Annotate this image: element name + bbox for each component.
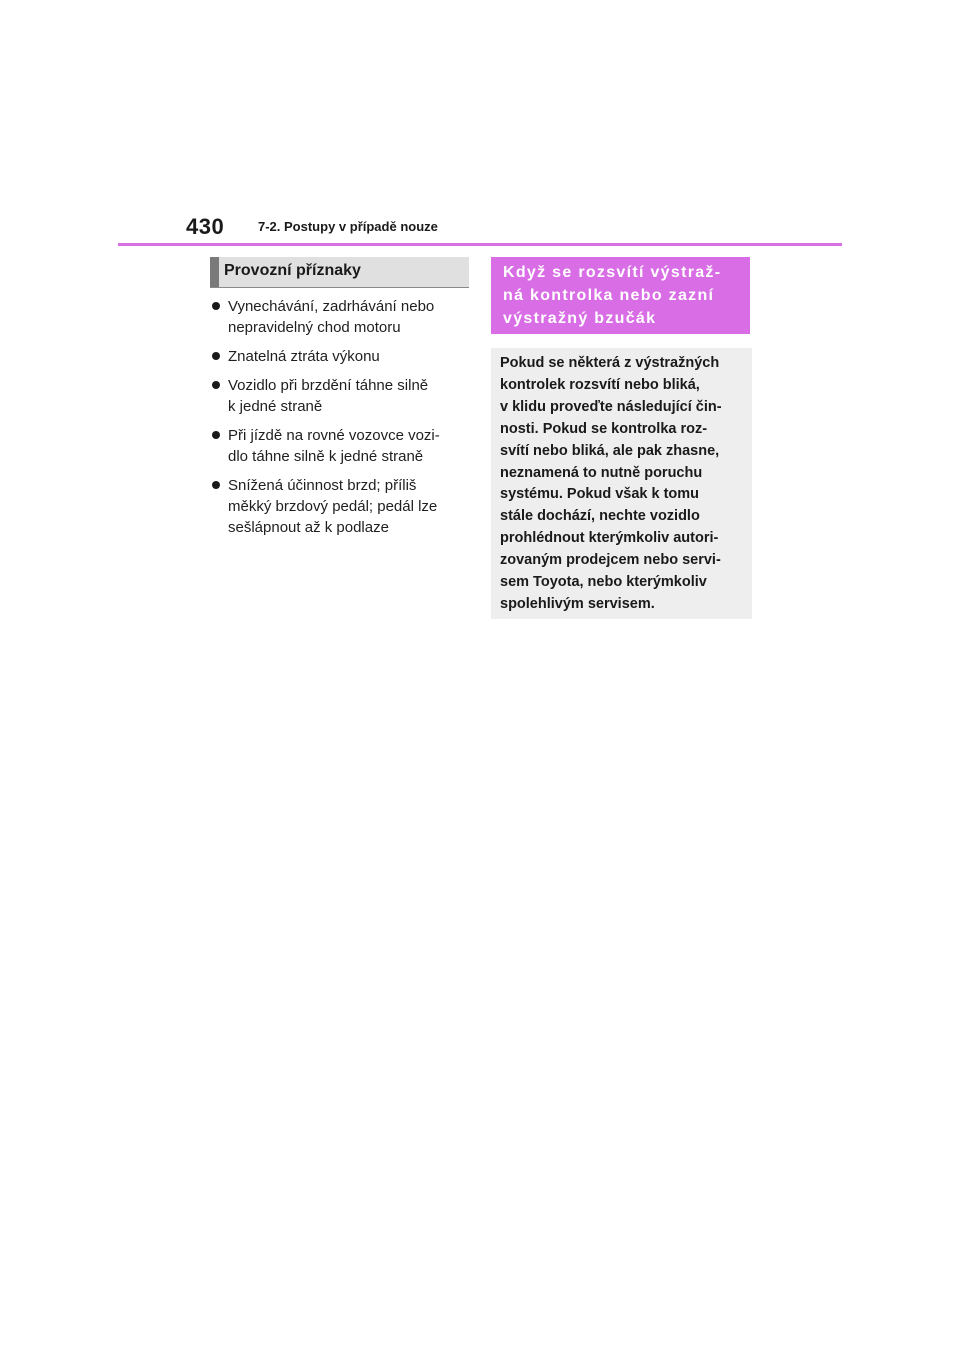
list-item-line: sešlápnout až k podlaze [228,519,389,536]
bullet-icon [212,352,220,360]
list-item [210,475,472,538]
info-line: svítí nebo bliká, ale pak zhasne, [500,442,720,459]
list-item-line: Při jízdě na rovné vozovce vozi- [228,427,440,444]
info-line: v klidu proveďte následující čin- [500,398,722,415]
info-line: zovaným prodejcem nebo servi- [500,552,721,569]
info-line: Pokud se některá z výstražných [500,355,720,371]
info-line: kontrolek rozsvítí nebo bliká, [500,376,700,393]
list-item-line: k jedné straně [228,398,323,415]
bullet-icon [212,481,220,489]
info-line: prohlédnout kterýmkoliv autori- [500,530,719,547]
symptom-list [210,296,472,546]
info-line: systému. Pokud však k tomu [500,486,700,503]
info-line: spolehlivým servisem. [500,595,655,612]
page-number: 430 [186,214,225,239]
list-item-line: dlo táhne silně k jedné straně [228,448,424,465]
info-line: nosti. Pokud se kontrolka roz- [500,420,708,437]
bullet-icon [212,431,220,439]
header-divider [118,243,842,246]
list-item-line: Vozidlo při brzdění táhne silně [228,377,429,394]
list-item [210,425,472,467]
warning-heading-box [491,257,750,334]
list-item [210,346,472,367]
warning-title-line: výstražný bzučák [503,310,657,327]
list-item-line: měkký brzdový pedál; pedál lze [228,498,438,515]
symptoms-heading [210,257,469,288]
list-item [210,375,472,417]
bullet-icon [212,381,220,389]
list-item-line: Snížená účinnost brzd; příliš [228,477,417,494]
section-title: 7-2. Postupy v případě nouze [258,219,438,234]
warning-info-box [491,348,752,619]
info-line: neznamená to nutně poruchu [500,464,703,481]
symptoms-heading-label: Provozní příznaky [224,262,361,279]
warning-title-line: Když se rozsvítí výstraž- [503,264,722,281]
info-line: stále dochází, nechte vozidlo [500,508,700,525]
heading-accent-bar [210,257,219,287]
list-item-line: Vynechávání, zadrhávání nebo [228,298,435,315]
info-line: sem Toyota, nebo kterýmkoliv [500,574,707,591]
list-item [210,296,472,338]
bullet-icon [212,302,220,310]
warning-title-line: ná kontrolka nebo zazní [503,287,715,304]
list-item-line: Znatelná ztráta výkonu [228,348,380,365]
list-item-line: nepravidelný chod motoru [228,319,401,336]
